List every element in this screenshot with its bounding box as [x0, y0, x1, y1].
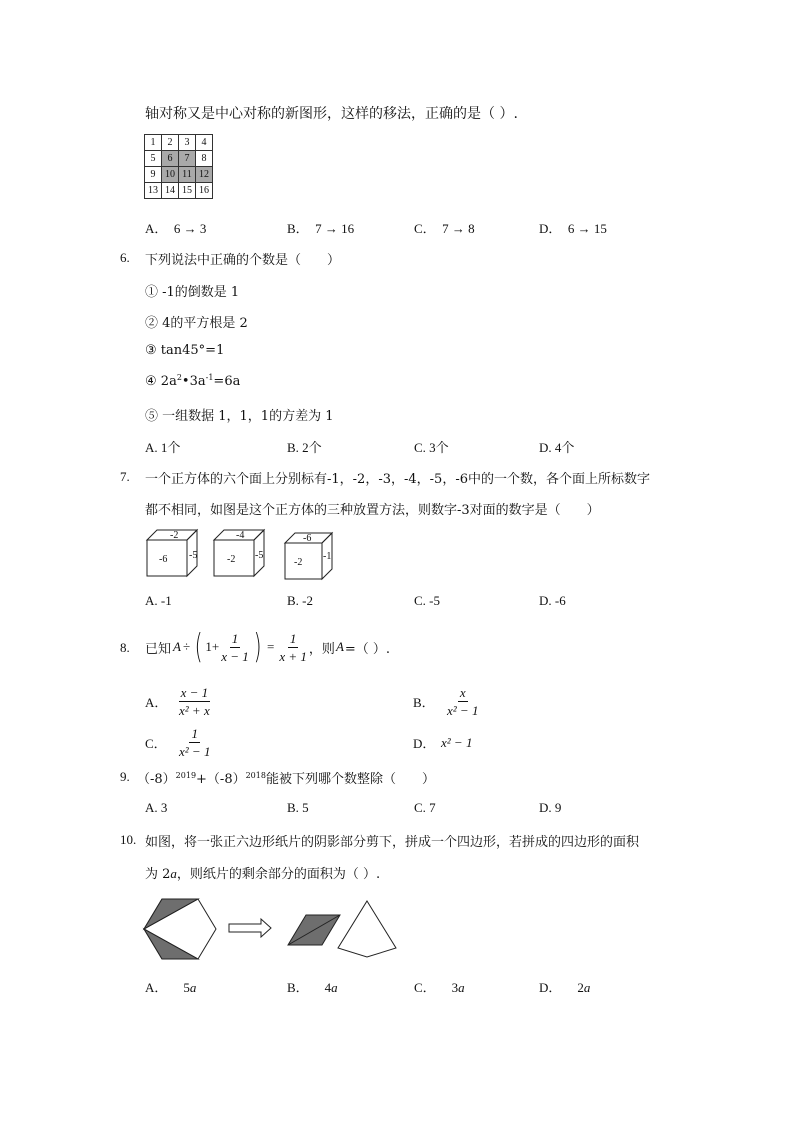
cube-3-top: -6 [303, 533, 312, 544]
cube-1-side: -5 [189, 550, 198, 561]
q10-option-d[interactable]: D． 2a [539, 980, 591, 995]
q10-number: 10. [120, 832, 137, 847]
grid-cell: 5 [145, 151, 162, 167]
kite-shape [338, 901, 396, 957]
q7-number: 7. [120, 469, 130, 484]
grid-cell: 12 [196, 167, 213, 183]
q7-line-2: 都不相同，如图是这个正方体的三种放置方法，则数字-3对面的数字是（ ） [145, 503, 600, 518]
q8-option-d[interactable]: D． x² − 1 [413, 734, 473, 751]
hexagon-shape [144, 899, 216, 959]
grid-cell: 10 [162, 167, 179, 183]
q10-option-b[interactable]: B． 4a [287, 980, 338, 995]
grid-cell: 2 [162, 135, 179, 151]
q7-option-a[interactable]: A. -1 [145, 593, 172, 608]
grid-cell: 13 [145, 183, 162, 199]
q6-option-b[interactable]: B. 2个 [287, 440, 322, 455]
q5-stem: 轴对称又是中心对称的新图形，这样的移法，正确的是（ ）. [145, 106, 518, 122]
grid-cell: 15 [179, 183, 196, 199]
q6-option-d[interactable]: D. 4个 [539, 440, 575, 455]
grid-cell: 1 [145, 135, 162, 151]
q8-stem: 已知 A ÷ ( 1+ $\frac{1}{x - 1}$ ) = $\frac{1}{x + 1}$ ，则 A =（ ）. [145, 627, 391, 667]
q9-number: 9. [120, 769, 130, 784]
cube-3-side: -1 [323, 551, 332, 562]
q10-option-a[interactable]: A． 5a [145, 980, 197, 995]
grid-cell: 3 [179, 135, 196, 151]
q5-option-a[interactable]: A． 6 → 3 [145, 221, 207, 236]
q10-option-c[interactable]: C． 3a [414, 980, 465, 995]
q9-option-d[interactable]: D. 9 [539, 800, 562, 815]
q7-option-d[interactable]: D. -6 [539, 593, 566, 608]
cube-figures [140, 526, 340, 584]
q10-line-1: 如图，将一张正六边形纸片的阴影部分剪下，拼成一个四边形，若拼成的四边形的面积 [145, 835, 640, 850]
q9-stem: $(-8)^{2019}+(-8)^{2018}$能被下列哪个数整除（ ） [137, 771, 435, 787]
q7-option-b[interactable]: B. -2 [287, 593, 313, 608]
grid-cell: 4 [196, 135, 213, 151]
grid-cell: 11 [179, 167, 196, 183]
q9-option-a[interactable]: A. 3 [145, 800, 168, 815]
cube-2-side: -5 [255, 550, 264, 561]
q8-option-a[interactable]: A． $\frac{x - 1}{\text{x² + x}}$ [145, 684, 210, 718]
parallelogram-shape [288, 915, 340, 945]
q9-option-c[interactable]: C. 7 [414, 800, 436, 815]
q8-number: 8. [120, 640, 130, 655]
grid-cell: 7 [179, 151, 196, 167]
q6-number: 6. [120, 250, 130, 265]
q6-option-a[interactable]: A. 1个 [145, 440, 181, 455]
cube-1-top: -2 [170, 530, 179, 541]
number-grid [144, 134, 213, 199]
q6-item-4: ④ $2a^2•3a^{-1}=6a$ [145, 373, 241, 389]
grid-row [145, 167, 213, 183]
q5-option-b[interactable]: B． 7 → 16 [287, 221, 355, 236]
grid-cell: 9 [145, 167, 162, 183]
q5-option-c[interactable]: C． 7 → 8 [414, 221, 475, 236]
q7-line-1: 一个正方体的六个面上分别标有-1，-2，-3，-4，-5，-6中的一个数，各个面上所标数字 [145, 472, 650, 487]
q5-option-d[interactable]: D． 6 → 15 [539, 221, 607, 236]
q6-item-3: ③ tan45°=1 [145, 343, 225, 358]
cube-2-front: -2 [227, 554, 236, 565]
q6-item-1: ① -1的倒数是 1 [145, 285, 240, 300]
q7-option-c[interactable]: C. -5 [414, 593, 440, 608]
grid-row [145, 135, 213, 151]
grid-cell: 16 [196, 183, 213, 199]
q8-option-b[interactable]: B． $\frac{x}{\text{x² − 1}}$ [413, 684, 479, 718]
arrow-right-icon [229, 919, 271, 937]
q6-stem: 下列说法中正确的个数是（ ） [145, 253, 341, 268]
q10-line-2: 为 2a，则纸片的剩余部分的面积为（ ）. [145, 866, 381, 882]
cube-2-top: -4 [236, 530, 245, 541]
grid-cell: 14 [162, 183, 179, 199]
grid-row [145, 151, 213, 167]
grid-cell: 6 [162, 151, 179, 167]
cube-3-front: -2 [294, 557, 303, 568]
grid-row [145, 183, 213, 199]
grid-cell: 8 [196, 151, 213, 167]
q6-item-2: ② 4的平方根是 2 [145, 316, 248, 331]
q6-option-c[interactable]: C. 3个 [414, 440, 449, 455]
q9-option-b[interactable]: B. 5 [287, 800, 309, 815]
q6-item-5: ⑤ 一组数据 1，1，1的方差为 1 [145, 409, 334, 424]
q8-option-c[interactable]: C． $\frac{1}{\text{x² − 1}}$ [145, 725, 211, 759]
hexagon-figure [140, 893, 405, 965]
cube-1-front: -6 [159, 554, 168, 565]
